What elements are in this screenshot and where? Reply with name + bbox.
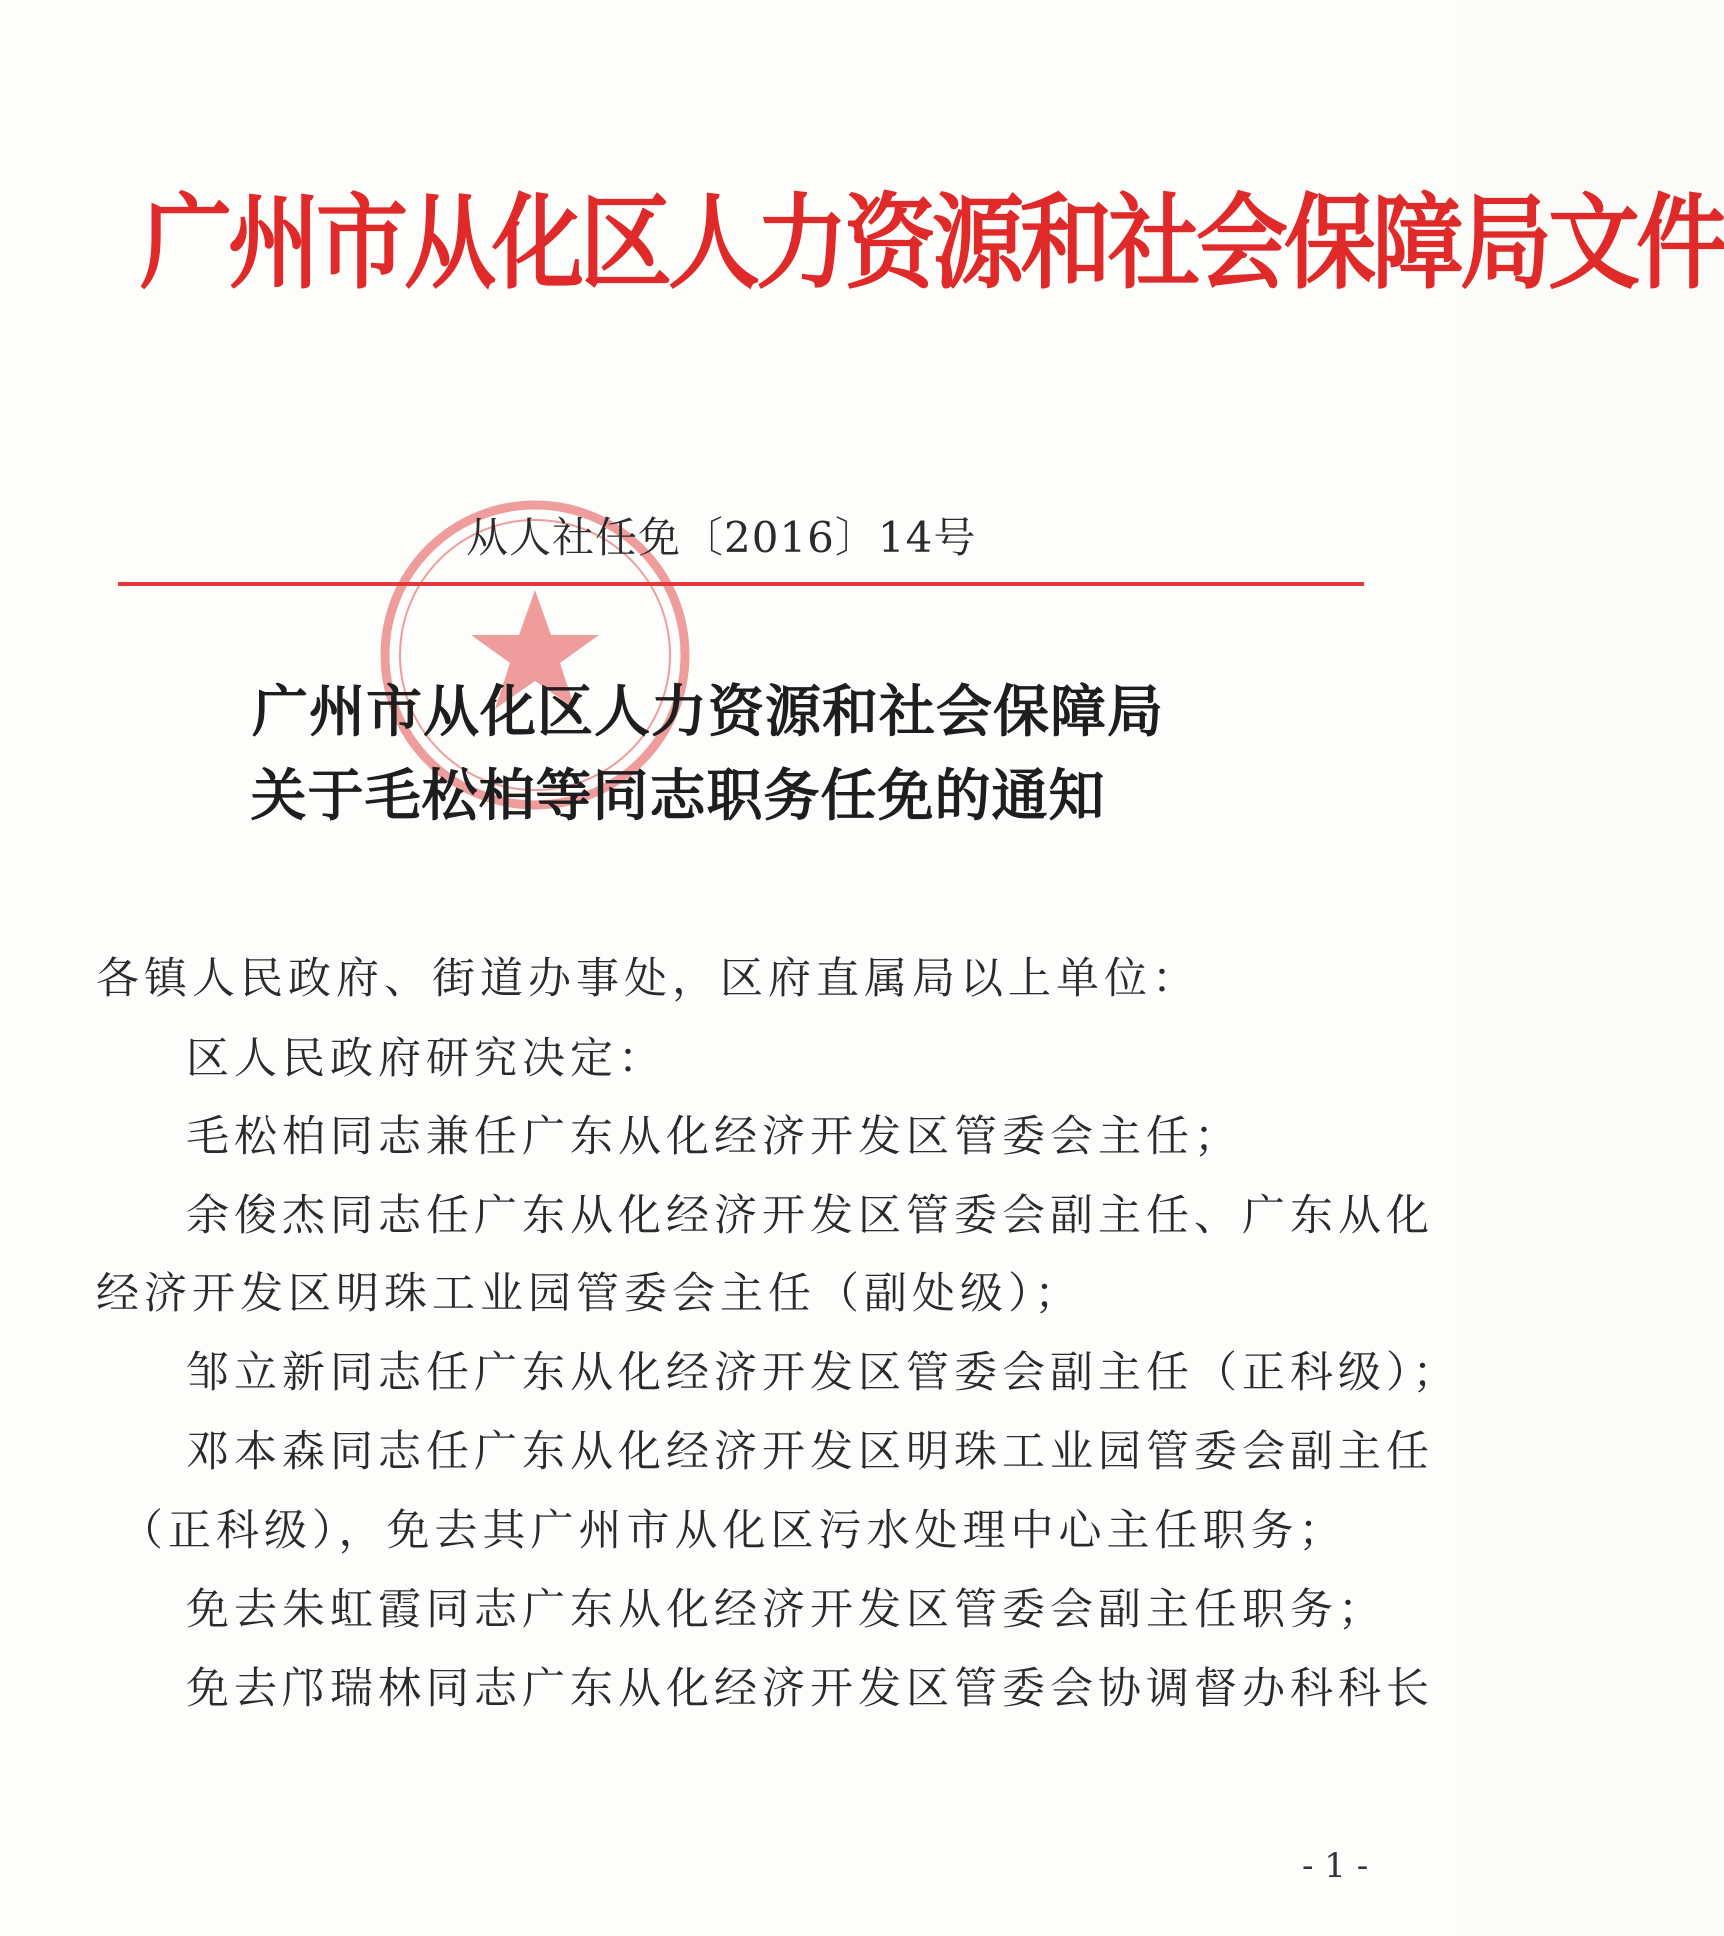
body-line: 邓本森同志任广东从化经济开发区明珠工业园管委会副主任: [186, 1427, 1434, 1477]
body-line: 经济开发区明珠工业园管委会主任（副处级）；: [96, 1269, 1083, 1319]
body-line: 邹立新同志任广东从化经济开发区管委会副主任（正科级）；: [186, 1348, 1461, 1398]
red-header-title: 广州市从化区人力资源和社会保障局文件: [140, 182, 1724, 304]
body-line: 余俊杰同志任广东从化经济开发区管委会副主任、广东从化: [186, 1191, 1434, 1241]
document-number: 从人社任免〔2016〕14号: [466, 513, 977, 562]
body-line: 区人民政府研究决定：: [186, 1034, 666, 1084]
body-line: （正科级），免去其广州市从化区污水处理中心主任职务；: [120, 1506, 1347, 1556]
red-divider-line: [118, 582, 1364, 586]
body-line: 免去邝瑞林同志广东从化经济开发区管委会协调督办科科长: [186, 1664, 1434, 1714]
body-line: 免去朱虹霞同志广东从化经济开发区管委会副主任职务；: [186, 1585, 1386, 1635]
notice-title-line-1: 广州市从化区人力资源和社会保障局: [252, 679, 1164, 745]
notice-title-line-2: 关于毛松柏等同志职务任免的通知: [250, 763, 1106, 829]
addressee: 各镇人民政府、街道办事处，区府直属局以上单位：: [96, 954, 1200, 1004]
body-line: 毛松柏同志兼任广东从化经济开发区管委会主任；: [186, 1112, 1242, 1162]
page-number: - 1 -: [1302, 1846, 1369, 1886]
